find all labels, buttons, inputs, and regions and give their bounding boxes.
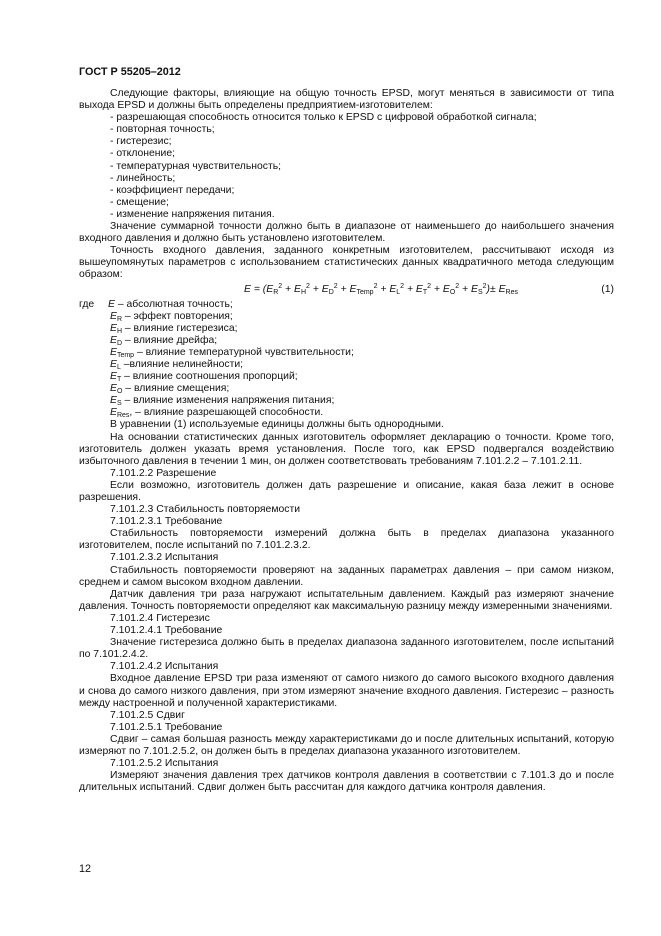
- list-item: - отклонение;: [110, 148, 176, 160]
- list-item: - температурная чувствительность;: [110, 160, 282, 172]
- definition-item: $E_D$ – влияние дрейфа;: [110, 334, 218, 347]
- list-item: - линейность;: [110, 172, 176, 184]
- list-item: - коэффициент передачи;: [110, 184, 235, 196]
- section-heading: 7.101.2.5 Сдвиг: [110, 709, 185, 721]
- shift-test-paragraph: Измеряют значения давления трех датчиков контроля давления в соответствии с 7.101.3 до и после длительных испытаний. Сдвиг должен быть рассчитан для каждого датчика контроля давления.: [79, 770, 614, 794]
- section-heading: 7.101.2.4.1 Требование: [110, 625, 223, 637]
- factors-list: [79, 112, 614, 221]
- section-heading: 7.101.2.4.2 Испытания: [110, 661, 219, 673]
- repeatability-test-paragraph: Стабильность повторяемости проверяют на заданных параметрах давления – при самом низком, среднем и самом высоком входном давлении.: [79, 564, 614, 588]
- standard-header: ГОСТ Р 55205–2012: [79, 66, 181, 78]
- repeatability-requirement-paragraph: Стабильность повторяемости измерений должна быть в пределах диапазона указанного изготовителем, после испытаний по 7.101.2.3.2.: [79, 528, 614, 552]
- hysteresis-test-paragraph: Входное давление EPSD три раза изменяют от самого низкого до самого высокого входного давления и снова до самого низкого давления, при этом измеряют значение входного давления. Гистерезис – разность между настроенной и полученной характеристиками.: [79, 673, 614, 709]
- page-number: 12: [79, 863, 92, 875]
- section-heading: 7.101.2.4 Гистерезис: [110, 612, 210, 624]
- declaration-paragraph: На основании статистических данных изготовитель оформляет декларацию о точности. Кроме того, изготовитель должен указать время установления. После того, как EPSD подвергался воздействию избыточного давления в течении 1 мин, он должен соответствовать требованиям 7.101.2.2 – 7.101.2.11.: [79, 431, 614, 467]
- definition-item: $E_S$ – влияние изменения напряжения питания;: [110, 395, 335, 408]
- list-item: - изменение напряжения питания.: [110, 208, 275, 220]
- definition-item: $E_T$ – влияние соотношения пропорций;: [110, 371, 298, 384]
- resolution-paragraph: Если возможно, изготовитель должен дать разрешение и описание, какая база лежит в основе разрешения.: [79, 479, 614, 503]
- section-heading: 7.101.2.2 Разрешение: [110, 467, 217, 479]
- total-accuracy-paragraph: Значение суммарной точности должно быть в диапазоне от наименьшего до наибольшего значения входного давления и должно быть установлено изготовителем.: [79, 221, 614, 245]
- definition-item: где E – абсолютная точность;: [79, 298, 233, 310]
- section-heading: 7.101.2.3.1 Требование: [110, 516, 223, 528]
- input-accuracy-paragraph: Точность входного давления, заданного конкретным изготовителем, рассчитывают исходя из вышеупомянутых параметров с использованием статистических данных квадратичного метода следующим образом:: [79, 245, 614, 281]
- units-paragraph: В уравнении (1) используемые единицы должны быть однородными.: [110, 419, 444, 431]
- definition-item: $E_R$ – эффект повторения;: [110, 310, 233, 323]
- hysteresis-requirement-paragraph: Значение гистерезиса должно быть в пределах диапазона заданного изготовителем, после испытаний по 7.101.2.4.2.: [79, 637, 614, 661]
- definition-item: $E_L$ –влияние нелинейности;: [110, 358, 244, 371]
- repeatability-test-paragraph: Датчик давления три раза нагружают испытательным давлением. Каждый раз измеряют значение давления. Точность повторяемости определяют как максимальную разницу между измеренными значениями.: [79, 588, 614, 612]
- list-item: - разрешающая способность относится только к EPSD с цифровой обработкой сигнала;: [110, 112, 537, 124]
- definition-item: $E_{Temp}$ – влияние температурной чувствительности;: [110, 346, 354, 359]
- definition-item: $E_H$ – влияние гистерезиса;: [110, 322, 238, 335]
- definition-item: $E_{Res}$, – влияние разрешающей способности.: [110, 407, 324, 420]
- section-heading: 7.101.2.5.1 Требование: [110, 721, 223, 733]
- section-heading: 7.101.2.5.2 Испытания: [110, 758, 219, 770]
- equation-formula: $E = (E_R^2 + E_H^2 + E_D^2 + E_{Temp}^2 + E_L^2 + E_T^2 + E_O^2 + E_S^2)\pm E_{Res}$: [244, 282, 518, 296]
- shift-requirement-paragraph: Сдвиг – самая большая разность между характеристиками до и после длительных испытаний, которую измеряют по 7.101.2.5.2, он должен быть в пределах диапазона указанного изготовителем.: [79, 733, 614, 757]
- document-body: [79, 88, 614, 794]
- intro-paragraph: Следующие факторы, влияющие на общую точность EPSD, могут меняться в зависимости от типа выхода EPSD и должны быть определены предприятием-изготовителем:: [79, 88, 614, 112]
- list-item: - гистерезис;: [110, 136, 172, 148]
- equation-number: (1): [601, 283, 614, 295]
- list-item: - смещение;: [110, 196, 169, 208]
- list-item: - повторная точность;: [110, 124, 215, 136]
- section-heading: 7.101.2.3.2 Испытания: [110, 552, 219, 564]
- equation-1: [79, 283, 614, 299]
- definitions-list: [79, 299, 614, 420]
- section-heading: 7.101.2.3 Стабильность повторяемости: [110, 504, 301, 516]
- definition-item: $E_O$ – влияние смещения;: [110, 383, 230, 396]
